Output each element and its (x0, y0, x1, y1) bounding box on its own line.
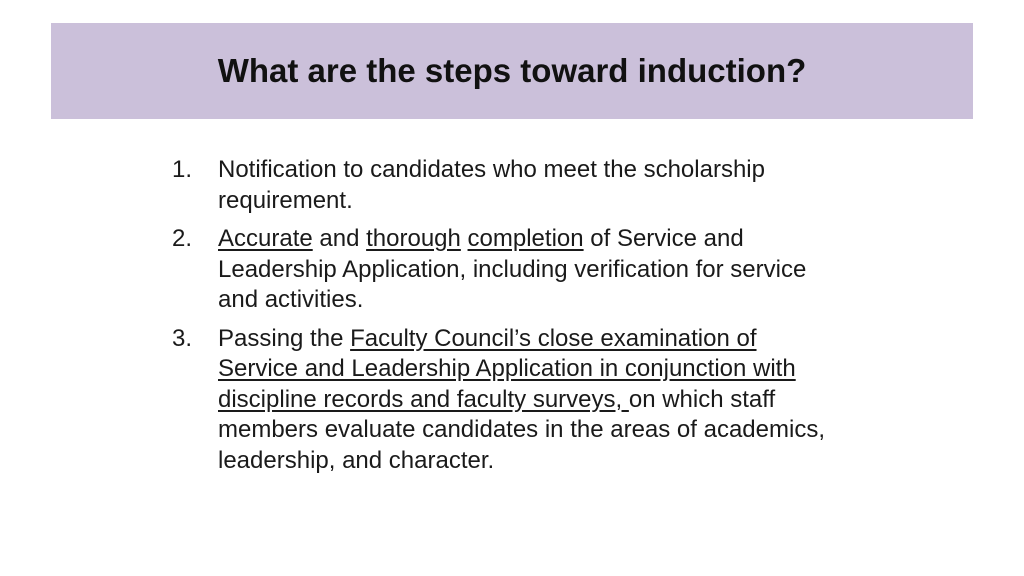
list-item (172, 155, 842, 216)
step-number: 3. (172, 324, 193, 352)
step-text-part: on which staff members evaluate candidates in the areas of academics, leadership, and character. (218, 385, 825, 474)
step-text (218, 324, 842, 477)
underlined-phrase: Faculty Council’s close examination of Service and Leadership Application in conjunction with discipline records and faculty surveys, (218, 324, 796, 413)
title-bar (51, 23, 973, 119)
step-text-part: Passing the (218, 324, 351, 352)
underlined-term: completion (467, 225, 584, 252)
underlined-term: thorough (366, 225, 461, 252)
list-item (172, 324, 842, 477)
list-item (172, 224, 842, 316)
steps-list (172, 155, 842, 484)
underlined-term: Accurate (218, 225, 313, 252)
step-text-part (461, 225, 468, 252)
step-text-part: and (312, 225, 367, 252)
step-text (218, 155, 842, 216)
step-text-part: Notification to candidates who meet the scholarship requirement. (218, 156, 765, 214)
step-number: 2. (172, 225, 193, 252)
step-text (218, 224, 842, 316)
step-text-part: of Service and Leadership Application, including verification for service and activities. (218, 225, 807, 313)
step-number: 1. (172, 156, 193, 183)
slide-title: What are the steps toward induction? (217, 52, 807, 89)
